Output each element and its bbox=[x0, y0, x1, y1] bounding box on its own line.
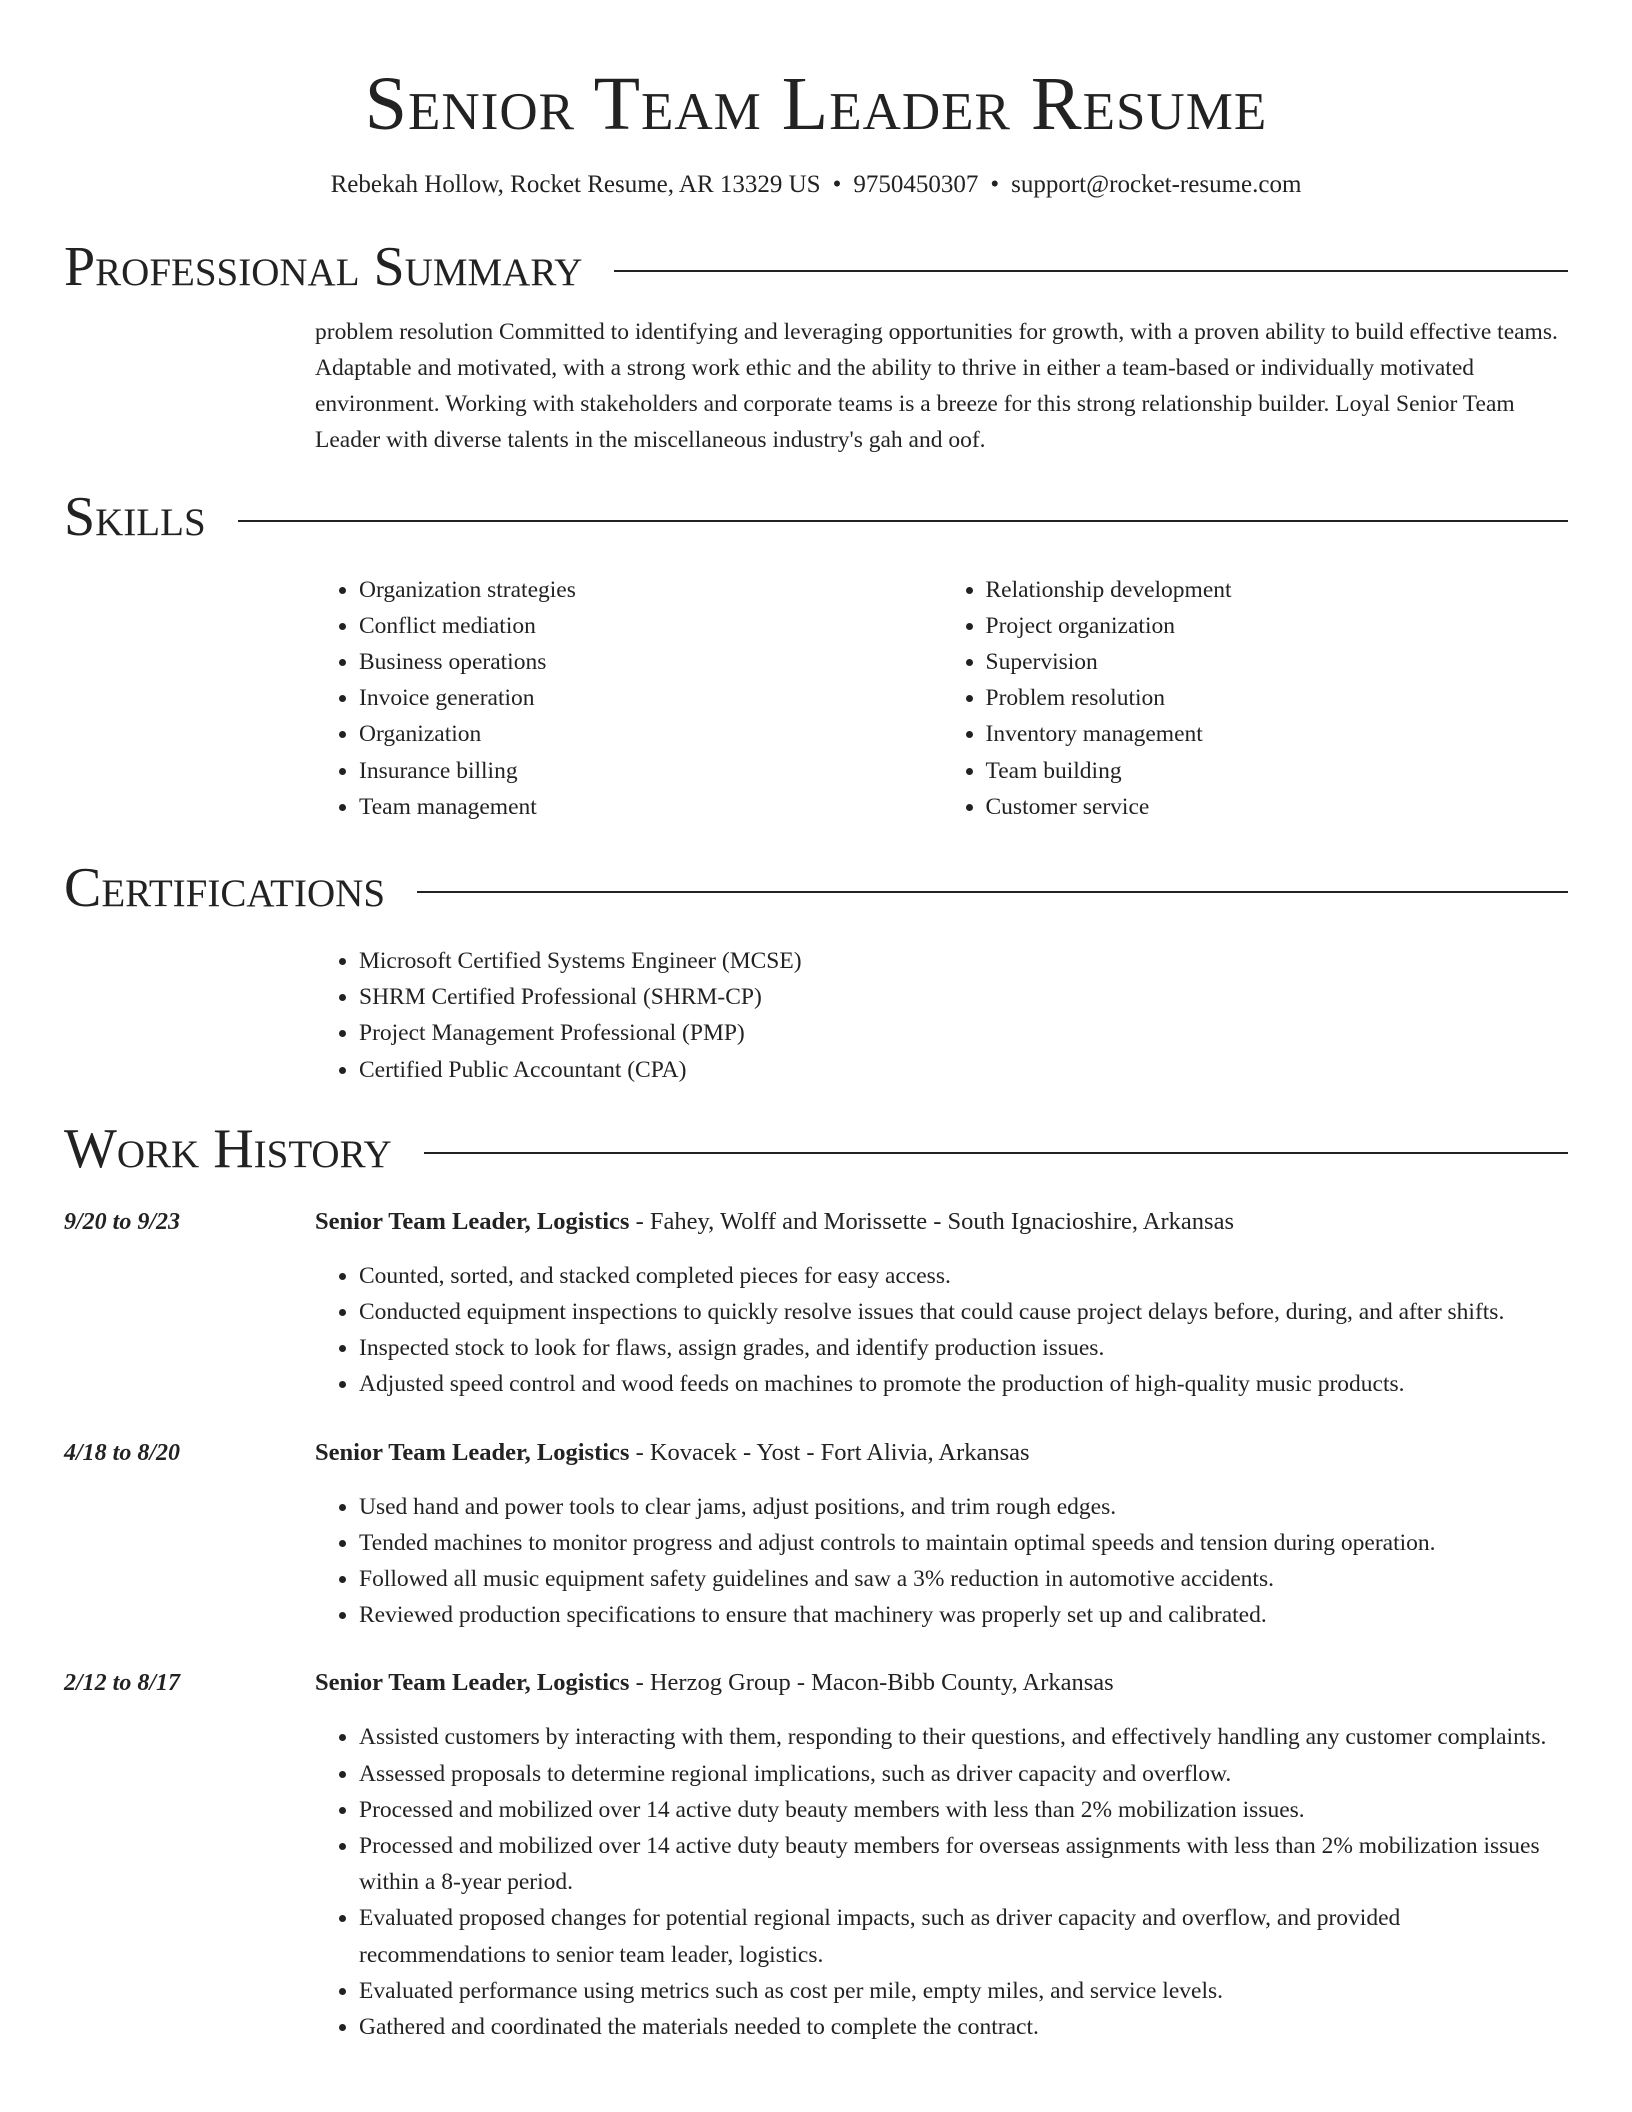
skill-item: • Invoice generation bbox=[359, 680, 942, 716]
skill-item: • Relationship development bbox=[986, 572, 1569, 608]
job-bullet: • Followed all music equipment safety guidelines and saw a 3% reduction in automotive accidents. bbox=[359, 1561, 1568, 1597]
job-bullet: • Tended machines to monitor progress and adjust controls to maintain optimal speeds and tension during operation. bbox=[359, 1525, 1568, 1561]
skill-item: • Inventory management bbox=[986, 716, 1569, 752]
certification-item: • Certified Public Accountant (CPA) bbox=[359, 1052, 1568, 1088]
certifications-section-header bbox=[64, 853, 1568, 923]
contact-phone: 9750450307 bbox=[853, 171, 979, 198]
job-bullet: • Gathered and coordinated the materials needed to complete the contract. bbox=[359, 2009, 1568, 2045]
job-heading bbox=[315, 1204, 1568, 1240]
job-bullet: • Adjusted speed control and wood feeds on machines to promote the production of high-quality music products. bbox=[359, 1366, 1568, 1402]
job-title: Senior Team Leader, Logistics bbox=[315, 1669, 630, 1697]
job-employer: - Herzog Group - Macon-Bibb County, Arkansas bbox=[629, 1669, 1114, 1697]
contact-email: support@rocket-resume.com bbox=[1011, 171, 1302, 198]
job-entry bbox=[64, 1665, 1568, 2045]
skill-item: • Team management bbox=[359, 789, 942, 825]
skill-item: • Supervision bbox=[986, 644, 1569, 680]
job-heading bbox=[315, 1435, 1568, 1471]
job-bullet: • Evaluated proposed changes for potential regional impacts, such as driver capacity and overflow, and provided recommendations to senior team leader, logistics. bbox=[359, 1900, 1568, 1972]
job-bullet: • Assisted customers by interacting with them, responding to their questions, and effectively handling any customer complaints. bbox=[359, 1719, 1568, 1755]
contact-address: Rebekah Hollow, Rocket Resume, AR 13329 US bbox=[330, 171, 821, 198]
work-history-heading: Work History bbox=[64, 1117, 392, 1180]
job-dates: 4/18 to 8/20 bbox=[64, 1439, 181, 1466]
job-bullets bbox=[315, 1489, 1568, 1634]
job-entry bbox=[64, 1204, 1568, 1403]
job-bullet: • Processed and mobilized over 14 active duty beauty members for overseas assignments with less than 2% mobilization issues within a 8-year period. bbox=[359, 1828, 1568, 1900]
job-heading bbox=[315, 1665, 1568, 1701]
contact-line bbox=[64, 168, 1568, 202]
job-bullets bbox=[315, 1258, 1568, 1403]
job-body bbox=[315, 1435, 1568, 1634]
skills-list bbox=[315, 572, 1568, 825]
section-divider bbox=[417, 891, 1568, 893]
skill-item: • Conflict mediation bbox=[359, 608, 942, 644]
certification-item: • Microsoft Certified Systems Engineer (MCSE) bbox=[359, 943, 1568, 979]
skill-item: • Business operations bbox=[359, 644, 942, 680]
certifications-bullets bbox=[315, 943, 1568, 1088]
job-bullet: • Inspected stock to look for flaws, assign grades, and identify production issues. bbox=[359, 1330, 1568, 1366]
job-bullet: • Assessed proposals to determine regional implications, such as driver capacity and overflow. bbox=[359, 1756, 1568, 1792]
certifications-heading: Certifications bbox=[64, 856, 386, 919]
contact-separator: • bbox=[990, 171, 1000, 198]
job-title: Senior Team Leader, Logistics bbox=[315, 1207, 630, 1235]
work-history-section-header bbox=[64, 1114, 1568, 1184]
job-body bbox=[315, 1204, 1568, 1403]
contact-separator: • bbox=[832, 171, 842, 198]
job-entry bbox=[64, 1435, 1568, 1634]
summary-section-header bbox=[64, 232, 1568, 302]
job-bullet: • Conducted equipment inspections to quickly resolve issues that could cause project delays before, during, and after shifts. bbox=[359, 1294, 1568, 1330]
skill-item: • Problem resolution bbox=[986, 680, 1569, 716]
job-bullet: • Processed and mobilized over 14 active duty beauty members with less than 2% mobilization issues. bbox=[359, 1792, 1568, 1828]
certification-item: • Project Management Professional (PMP) bbox=[359, 1015, 1568, 1051]
skill-item: • Customer service bbox=[986, 789, 1569, 825]
section-divider bbox=[424, 1152, 1568, 1154]
certification-item: • SHRM Certified Professional (SHRM-CP) bbox=[359, 979, 1568, 1015]
resume-title: Senior Team Leader Resume bbox=[364, 62, 1268, 146]
skills-section-header bbox=[64, 482, 1568, 552]
summary-text: problem resolution Committed to identifying and leveraging opportunities for growth, with a proven ability to build effective teams. Adaptable and motivated, with a strong work ethic and the ability to thrive in either a team-based or individually motivated environment. Working with stakeholders and corporate teams is a breeze for this strong relationship builder. Loyal Senior Team Leader with diverse talents in the miscellaneous industry's gah and oof. bbox=[315, 319, 1558, 453]
skills-heading: Skills bbox=[64, 485, 206, 548]
summary-heading: Professional Summary bbox=[64, 236, 583, 298]
section-divider bbox=[238, 520, 1568, 522]
skills-column-right bbox=[942, 572, 1569, 825]
skill-item: • Project organization bbox=[986, 608, 1569, 644]
job-employer: - Fahey, Wolff and Morissette - South Ignacioshire, Arkansas bbox=[629, 1207, 1234, 1235]
job-body bbox=[315, 1665, 1568, 2045]
job-dates: 2/12 to 8/17 bbox=[64, 1670, 181, 1697]
section-divider bbox=[614, 270, 1568, 272]
job-employer: - Kovacek - Yost - Fort Alivia, Arkansas bbox=[629, 1438, 1030, 1466]
skill-item: • Organization bbox=[359, 716, 942, 752]
job-bullet: • Reviewed production specifications to ensure that machinery was properly set up and calibrated. bbox=[359, 1597, 1568, 1633]
skill-item: • Organization strategies bbox=[359, 572, 942, 608]
certifications-list bbox=[315, 943, 1568, 1088]
skills-column-left bbox=[315, 572, 942, 825]
job-dates: 9/20 to 9/23 bbox=[64, 1208, 181, 1235]
job-title: Senior Team Leader, Logistics bbox=[315, 1438, 630, 1466]
job-bullet: • Counted, sorted, and stacked completed pieces for easy access. bbox=[359, 1258, 1568, 1294]
job-bullets bbox=[315, 1719, 1568, 2045]
job-bullet: • Used hand and power tools to clear jams, adjust positions, and trim rough edges. bbox=[359, 1489, 1568, 1525]
skill-item: • Team building bbox=[986, 753, 1569, 789]
job-bullet: • Evaluated performance using metrics such as cost per mile, empty miles, and service levels. bbox=[359, 1973, 1568, 2009]
skill-item: • Insurance billing bbox=[359, 753, 942, 789]
